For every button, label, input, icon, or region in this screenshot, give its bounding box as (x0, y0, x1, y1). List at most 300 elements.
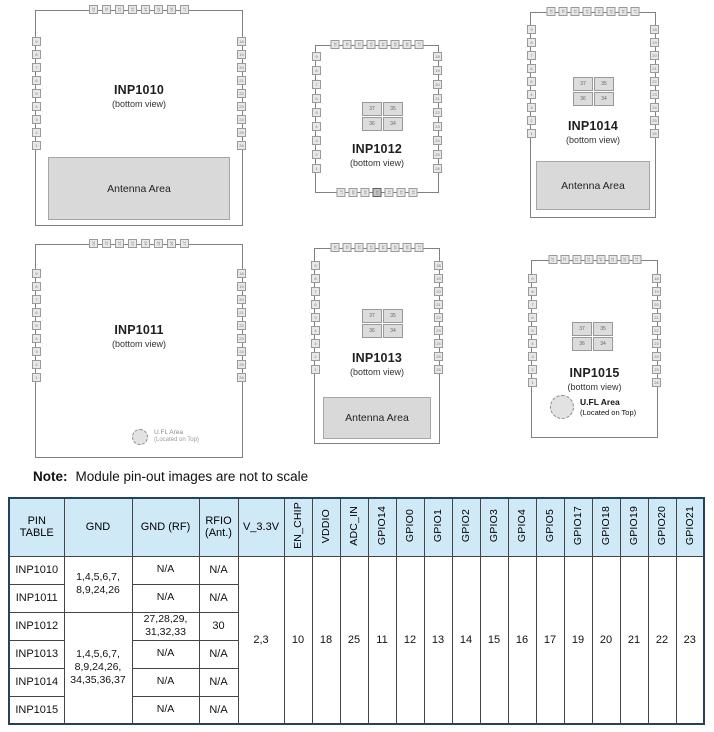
module-inp1010 (35, 7, 244, 226)
pin-number: 7 (530, 52, 533, 58)
pin-number: 10 (549, 9, 554, 14)
pin-number: 16 (169, 7, 175, 12)
pin-number: 10 (333, 245, 338, 250)
header-adc-in (340, 498, 368, 556)
row-name: INP1014 (9, 668, 64, 696)
pin-number: 17 (417, 245, 422, 250)
pin-number: 32 (399, 190, 404, 195)
pin-pad-9 (311, 261, 320, 270)
pin-pad-8 (311, 274, 320, 283)
header-gpio20 (648, 498, 676, 556)
pin-number: 9 (315, 53, 318, 59)
pin-pad-3 (528, 352, 537, 361)
pin-pad-7 (32, 63, 41, 72)
pin-pad-2 (32, 360, 41, 369)
pin-number: 13 (586, 257, 592, 262)
pin-number: 26 (435, 165, 440, 171)
header-gnd: GND (64, 498, 132, 556)
pin-number: 11 (345, 42, 350, 47)
center-pad-36: 36 (573, 92, 593, 106)
pin-number: 21 (436, 301, 441, 307)
pin-pad-23 (434, 326, 443, 335)
pin-number: 6 (314, 301, 317, 307)
pin-pad-5 (311, 313, 320, 322)
pin-number: 12 (117, 7, 123, 12)
pin-number: 19 (239, 51, 244, 57)
pin-number: 24 (435, 137, 440, 143)
pin-pad-23 (650, 90, 659, 99)
pin-number: 5 (35, 322, 38, 328)
header-label: GPIO5 (544, 509, 556, 543)
value-gpio19: 21 (620, 556, 648, 724)
pin-number: 8 (35, 51, 38, 57)
pin-number: 19 (239, 283, 244, 289)
pin-pad-17 (180, 239, 189, 248)
pin-pad-13 (584, 255, 593, 264)
center-pad-35: 35 (593, 322, 613, 336)
pin-number: 20 (436, 288, 441, 294)
pin-pad-7 (527, 51, 536, 60)
pin-number: 22 (652, 78, 657, 84)
center-pad-37: 37 (573, 77, 593, 91)
pin-pad-11 (560, 255, 569, 264)
pin-pad-14 (596, 255, 605, 264)
center-pad-35: 35 (594, 77, 614, 91)
pin-pad-14 (379, 40, 388, 49)
pin-pad-5 (527, 77, 536, 86)
center-pads (573, 77, 614, 106)
pin-pad-8 (312, 66, 321, 75)
pin-pad-23 (652, 339, 661, 348)
pin-pad-26 (237, 373, 246, 382)
pin-number: 14 (381, 42, 386, 47)
pin-pad-21 (650, 64, 659, 73)
pin-number: 7 (315, 81, 318, 87)
pin-pad-20 (650, 51, 659, 60)
scale-note (33, 469, 308, 484)
pad-row-bottom (337, 188, 418, 197)
pin-pad-12 (572, 255, 581, 264)
value-vddio: 18 (312, 556, 340, 724)
pin-pad-1 (32, 373, 41, 382)
pin-pad-22 (434, 313, 443, 322)
header-gpio5 (536, 498, 564, 556)
antenna-area: Antenna Area (536, 161, 650, 210)
pin-number: 20 (652, 52, 657, 58)
pin-table (8, 497, 705, 725)
center-pads (572, 322, 613, 351)
pin-number: 15 (610, 257, 616, 262)
pin-number: 8 (531, 288, 534, 294)
pin-number: 5 (531, 327, 534, 333)
module-name: INP1015 (569, 366, 620, 380)
pad-row-top (548, 255, 641, 264)
pin-number: 21 (435, 95, 440, 101)
pin-pad-4 (311, 326, 320, 335)
pin-number: 11 (561, 9, 566, 14)
pin-pad-6 (312, 94, 321, 103)
value-gpio18: 20 (592, 556, 620, 724)
pin-number: 18 (436, 262, 441, 268)
pin-pad-21 (433, 94, 442, 103)
pin-number: 19 (652, 39, 657, 45)
pin-number: 25 (435, 151, 440, 157)
pin-pad-15 (391, 40, 400, 49)
pin-pad-15 (154, 239, 163, 248)
pin-number: 19 (435, 67, 440, 73)
pin-number: 11 (345, 245, 350, 250)
pin-number: 20 (654, 301, 659, 307)
pin-number: 1 (315, 165, 318, 171)
pin-pad-23 (433, 122, 442, 131)
pin-pad-9 (312, 52, 321, 61)
pin-pad-4 (312, 122, 321, 131)
value-gpio5: 17 (536, 556, 564, 724)
center-pad-34: 34 (383, 324, 403, 338)
header-gpio0 (396, 498, 424, 556)
header-label: GPIO19 (628, 506, 640, 546)
pin-pad-22 (433, 108, 442, 117)
value-gpio20: 22 (648, 556, 676, 724)
gnd-rf-cell: N/A (132, 696, 199, 724)
pin-pad-15 (391, 243, 400, 252)
pin-number: 3 (35, 116, 38, 122)
pin-pad-18 (434, 261, 443, 270)
module-view-label: (bottom view) (565, 135, 620, 145)
pin-pad-9 (528, 274, 537, 283)
pin-pad-21 (652, 313, 661, 322)
pin-number: 11 (562, 257, 568, 262)
pin-pad-19 (434, 274, 443, 283)
pin-number: 3 (530, 104, 533, 110)
pin-number: 4 (314, 327, 317, 333)
center-pads (362, 309, 403, 338)
pin-pad-33 (409, 188, 418, 197)
pin-number: 25 (239, 361, 244, 367)
pin-number: 11 (104, 241, 110, 246)
rfio-cell: N/A (199, 584, 238, 612)
pin-number: 3 (531, 353, 534, 359)
pin-number: 6 (35, 77, 38, 83)
pin-pad-25 (237, 360, 246, 369)
header-label: VDDIO (320, 508, 332, 543)
pin-pad-2 (32, 128, 41, 137)
pin-number: 23 (239, 103, 244, 109)
module-inp1014 (530, 9, 657, 218)
pin-number: 4 (531, 340, 534, 346)
pin-number: 5 (35, 90, 38, 96)
header-label: GPIO14 (376, 506, 388, 546)
value-gpio17: 19 (564, 556, 592, 724)
pin-pad-16 (403, 40, 412, 49)
pin-number: 9 (531, 275, 534, 281)
pin-pad-3 (311, 339, 320, 348)
header-label: GPIO2 (460, 509, 472, 543)
pin-pad-19 (650, 38, 659, 47)
ufl-label (154, 429, 199, 445)
pin-number: 17 (182, 7, 188, 12)
pin-number: 1 (35, 374, 38, 380)
pin-pad-21 (434, 300, 443, 309)
pin-number: 16 (621, 9, 626, 14)
pin-number: 2 (530, 117, 533, 123)
pin-pad-16 (619, 7, 628, 16)
pin-number: 24 (436, 340, 441, 346)
pin-pad-17 (180, 5, 189, 14)
pin-pad-20 (433, 80, 442, 89)
ufl-area (550, 395, 636, 419)
value-gpio1: 13 (424, 556, 452, 724)
module-inp1012 (315, 42, 440, 195)
pin-number: 19 (436, 275, 441, 281)
pin-pad-8 (527, 38, 536, 47)
header-gpio1 (424, 498, 452, 556)
pin-pad-26 (237, 141, 246, 150)
pin-pad-14 (141, 5, 150, 14)
header-gpio21 (676, 498, 704, 556)
pin-number: 2 (531, 366, 534, 372)
pin-number: 22 (239, 322, 244, 328)
pin-number: 15 (156, 241, 162, 246)
pad-row-top (547, 7, 640, 16)
center-pad-34: 34 (593, 337, 613, 351)
pin-number: 16 (622, 257, 628, 262)
pin-number: 20 (239, 296, 244, 302)
pin-pad-13 (128, 5, 137, 14)
ufl-area (132, 429, 199, 445)
pin-number: 3 (315, 137, 318, 143)
pin-number: 7 (314, 288, 317, 294)
pin-pad-27 (337, 188, 346, 197)
pin-number: 23 (239, 335, 244, 341)
pin-number: 25 (654, 366, 659, 372)
pin-pad-10 (547, 7, 556, 16)
pin-pad-8 (32, 50, 41, 59)
pin-number: 2 (35, 129, 38, 135)
pin-number: 16 (405, 245, 410, 250)
pin-number: 1 (531, 379, 534, 385)
module-name: INP1011 (114, 323, 164, 337)
pin-number: 22 (239, 90, 244, 96)
value-gpio14: 11 (368, 556, 396, 724)
module-inp1013 (314, 245, 441, 444)
pin-number: 20 (239, 64, 244, 70)
pin-pad-12 (355, 243, 364, 252)
header-en-chip (284, 498, 312, 556)
header-label: GPIO17 (572, 506, 584, 546)
module-text (532, 366, 657, 392)
pin-number: 21 (654, 314, 659, 320)
pin-pad-9 (527, 25, 536, 34)
pin-number: 5 (530, 78, 533, 84)
rfio-cell: 30 (199, 612, 238, 640)
header-label: GPIO1 (432, 509, 444, 543)
pin-pad-12 (355, 40, 364, 49)
pin-table-container (8, 497, 705, 725)
row-name: INP1012 (9, 612, 64, 640)
value-adc-in: 25 (340, 556, 368, 724)
pin-number: 22 (436, 314, 441, 320)
table-head (9, 498, 704, 556)
ufl-label (580, 397, 636, 418)
header-gnd-rf-: GND (RF) (132, 498, 199, 556)
pin-number: 10 (91, 241, 97, 246)
center-pad-37: 37 (362, 102, 382, 116)
pin-number: 1 (530, 130, 533, 136)
pin-pad-19 (433, 66, 442, 75)
pin-number: 13 (130, 241, 136, 246)
pin-number: 31 (387, 190, 392, 195)
value-gpio21: 23 (676, 556, 704, 724)
module-text (36, 83, 242, 109)
pin-pad-24 (237, 115, 246, 124)
pin-pad-6 (528, 313, 537, 322)
pin-pad-12 (115, 5, 124, 14)
pin-pad-18 (237, 269, 246, 278)
pin-pad-6 (311, 300, 320, 309)
gnd-cell: 1,4,5,6,7, 8,9,24,26 (64, 556, 132, 612)
pin-pad-12 (571, 7, 580, 16)
pin-number: 22 (435, 109, 440, 115)
pin-pad-4 (528, 339, 537, 348)
module-text (36, 323, 242, 349)
note-text: Module pin-out images are not to scale (75, 469, 309, 484)
pin-pad-1 (32, 141, 41, 150)
pin-pad-11 (343, 243, 352, 252)
ufl-circle-icon (132, 429, 148, 445)
pin-number: 24 (239, 116, 244, 122)
header-gpio14 (368, 498, 396, 556)
pin-number: 17 (633, 9, 638, 14)
pin-number: 23 (654, 340, 659, 346)
pin-pad-17 (631, 7, 640, 16)
pin-number: 33 (411, 190, 416, 195)
antenna-area: Antenna Area (48, 157, 230, 220)
pin-number: 30 (375, 190, 380, 195)
pin-number: 17 (634, 257, 640, 262)
pin-number: 8 (530, 39, 533, 45)
pin-pad-11 (559, 7, 568, 16)
module-name: INP1014 (567, 119, 619, 133)
pin-number: 19 (654, 288, 659, 294)
ufl-label-line1: U.FL Area (154, 429, 184, 437)
header-gpio4 (508, 498, 536, 556)
pin-pad-11 (102, 5, 111, 14)
pin-number: 18 (239, 38, 244, 44)
pin-pad-11 (102, 239, 111, 248)
pin-number: 13 (369, 245, 374, 250)
pin-pad-10 (548, 255, 557, 264)
pin-number: 22 (654, 327, 659, 333)
pin-number: 26 (654, 379, 659, 385)
value-gpio0: 12 (396, 556, 424, 724)
pin-pad-25 (237, 128, 246, 137)
pin-pad-7 (32, 295, 41, 304)
pin-pad-24 (434, 339, 443, 348)
pin-number: 24 (239, 348, 244, 354)
header-gpio17 (564, 498, 592, 556)
pin-pad-3 (32, 115, 41, 124)
pin-pad-14 (379, 243, 388, 252)
module-text (316, 142, 438, 168)
pin-number: 14 (381, 245, 386, 250)
header-v-3-3v: V_3.3V (238, 498, 284, 556)
pin-number: 8 (314, 275, 317, 281)
row-name: INP1013 (9, 640, 64, 668)
pad-row-top (331, 40, 424, 49)
pin-number: 13 (585, 9, 590, 14)
pin-number: 14 (597, 9, 602, 14)
pin-pad-18 (433, 52, 442, 61)
pin-number: 10 (91, 7, 97, 12)
antenna-area: Antenna Area (323, 397, 431, 439)
pin-pad-24 (652, 352, 661, 361)
header-label: ADC_IN (348, 505, 360, 546)
pin-number: 9 (35, 270, 38, 276)
pin-number: 21 (239, 77, 244, 83)
pad-row-top (331, 243, 424, 252)
module-view-label: (bottom view) (111, 339, 166, 349)
pin-number: 3 (314, 340, 317, 346)
pin-number: 5 (314, 314, 317, 320)
pin-number: 11 (104, 7, 110, 12)
header-row (9, 498, 704, 556)
pin-number: 17 (417, 42, 422, 47)
pin-pad-11 (343, 40, 352, 49)
pin-number: 12 (574, 257, 580, 262)
pin-pad-7 (312, 80, 321, 89)
pin-pad-10 (89, 5, 98, 14)
pin-pad-15 (154, 5, 163, 14)
pin-pad-24 (650, 103, 659, 112)
pin-pad-9 (32, 269, 41, 278)
pin-pad-13 (367, 40, 376, 49)
pin-number: 26 (239, 374, 244, 380)
pin-pad-4 (527, 90, 536, 99)
pin-number: 7 (531, 301, 534, 307)
pin-number: 18 (652, 26, 657, 32)
pin-number: 10 (550, 257, 556, 262)
pin-number: 15 (393, 245, 398, 250)
module-inp1015 (531, 257, 659, 438)
pin-number: 18 (435, 53, 440, 59)
pin-number: 9 (35, 38, 38, 44)
pin-number: 25 (436, 353, 441, 359)
rfio-cell: N/A (199, 556, 238, 584)
pin-number: 12 (117, 241, 123, 246)
pin-pad-13 (367, 243, 376, 252)
pin-number: 6 (531, 314, 534, 320)
header-label: GPIO20 (656, 506, 668, 546)
header-label: GPIO3 (488, 509, 500, 543)
rfio-cell: N/A (199, 668, 238, 696)
table-row-inp1010 (9, 556, 704, 584)
pin-pad-10 (89, 239, 98, 248)
pin-pad-13 (128, 239, 137, 248)
center-pad-36: 36 (572, 337, 592, 351)
pin-number: 14 (143, 241, 149, 246)
pin-pad-16 (620, 255, 629, 264)
pin-number: 15 (393, 42, 398, 47)
pin-pad-20 (237, 63, 246, 72)
gnd-rf-cell: 27,28,29, 31,32,33 (132, 612, 199, 640)
pin-number: 4 (315, 123, 318, 129)
pin-number: 23 (652, 91, 657, 97)
pin-pad-14 (141, 239, 150, 248)
header-gpio19 (620, 498, 648, 556)
rfio-cell: N/A (199, 640, 238, 668)
pin-number: 24 (652, 104, 657, 110)
